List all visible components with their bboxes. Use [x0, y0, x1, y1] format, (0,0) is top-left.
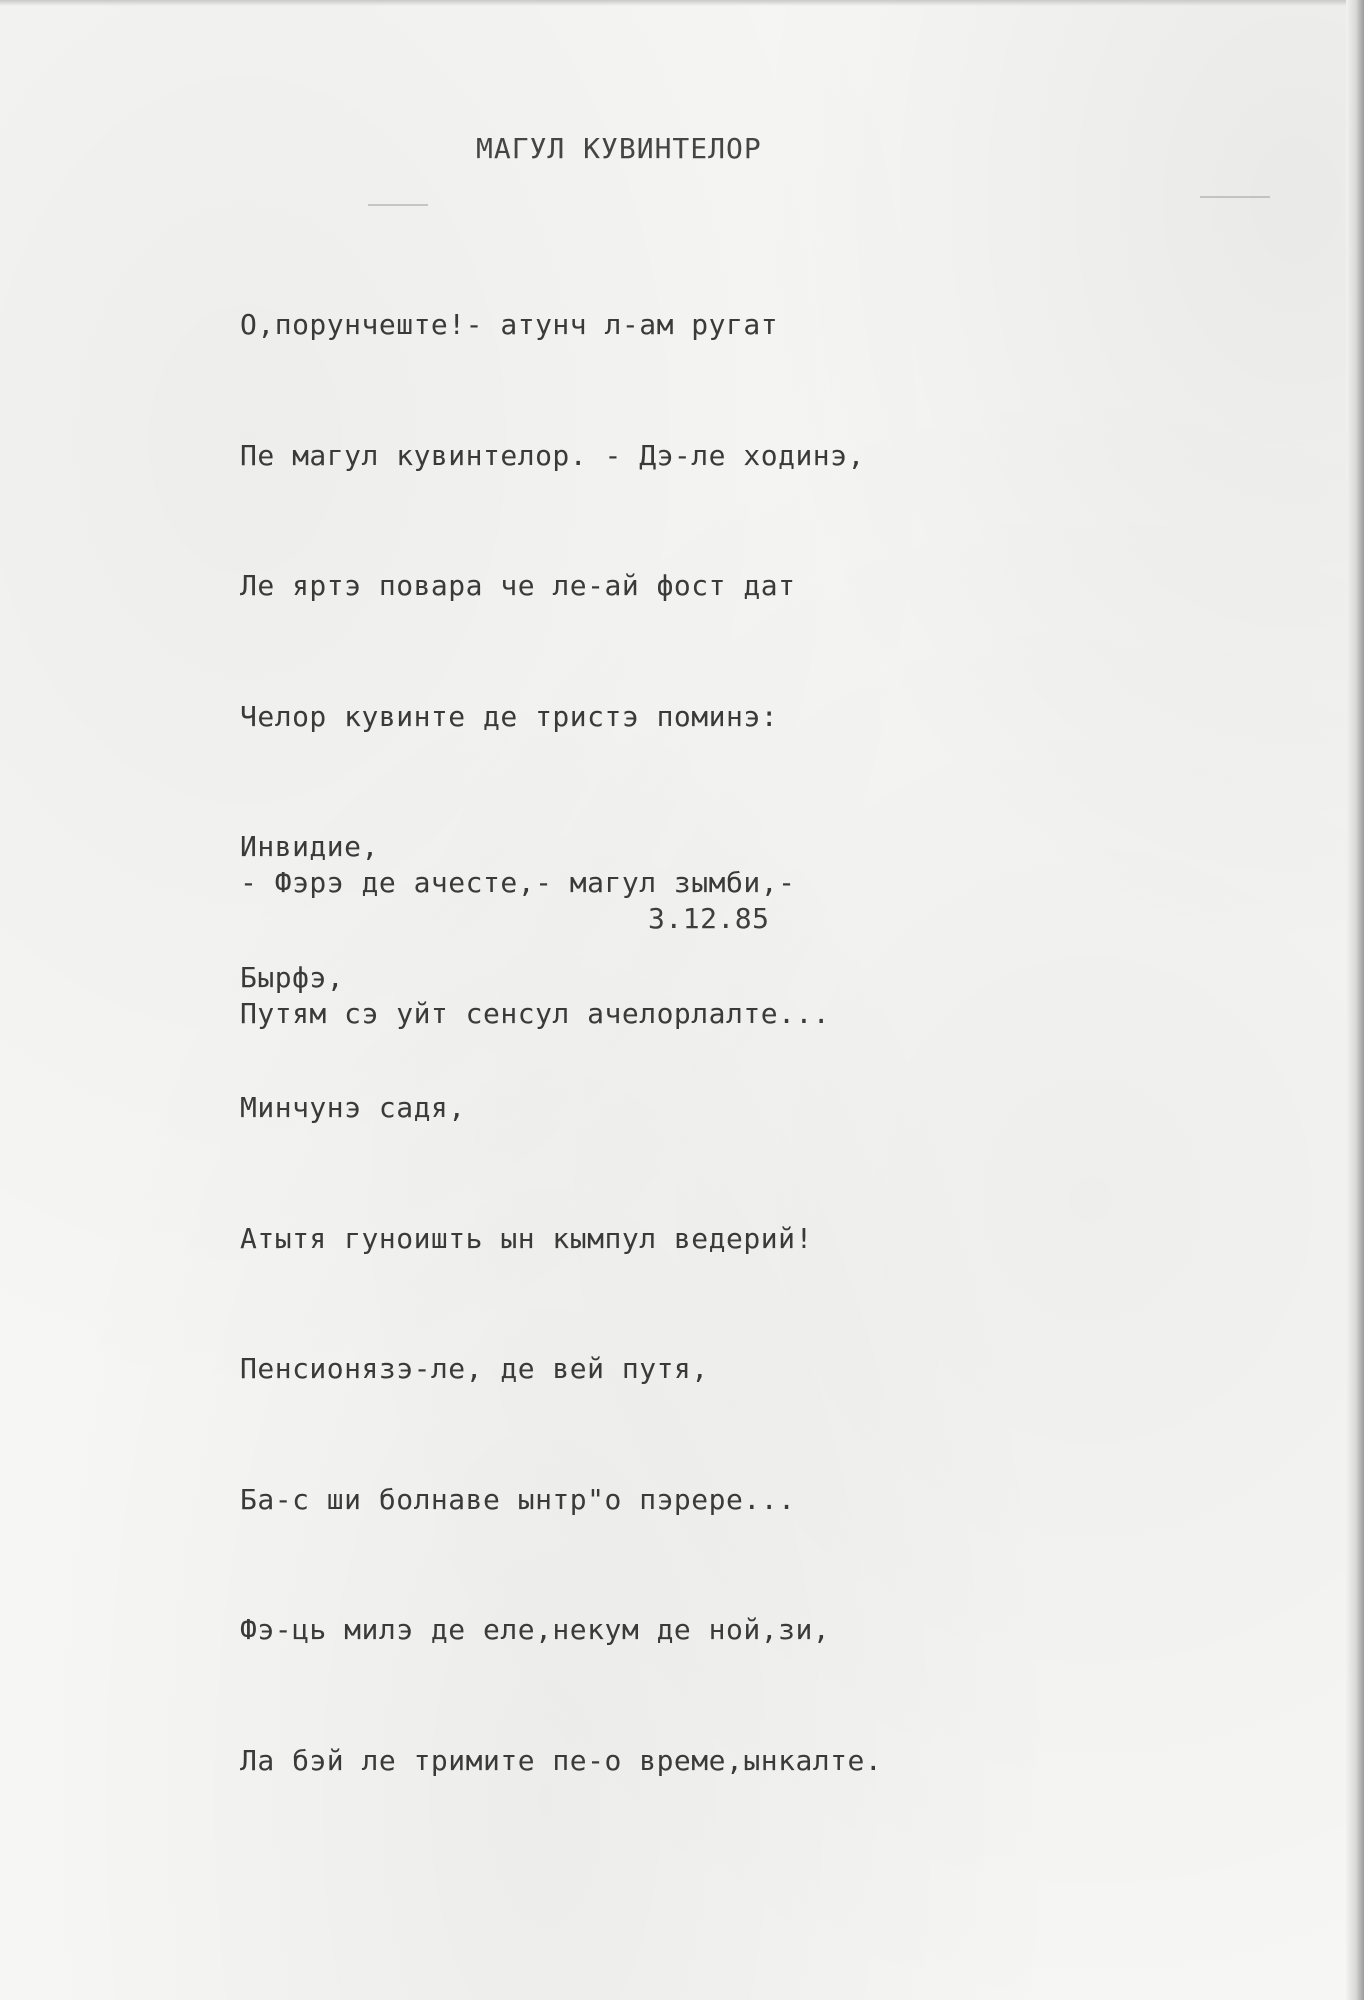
poem-line: Ла бэй ле тримите пе-о време,ынкалте. — [240, 1743, 883, 1777]
poem-line: Бырфэ, — [240, 960, 345, 994]
smudge-mark — [368, 204, 428, 206]
poem-line: Челор кувинте де тристэ поминэ: — [240, 699, 779, 733]
poem-line: Минчунэ садя, — [240, 1091, 466, 1124]
poem-line: Инвидие, — [240, 830, 379, 863]
poem-line: Путям сэ уйт сенсул ачелорлалте... — [240, 996, 831, 1030]
poem-line: Пенсионязэ-ле, де вей путя, — [240, 1352, 709, 1385]
poem-line: Ле яртэ повара че ле-ай фост дат — [240, 569, 796, 602]
poem-line: Атытя гуноишть ын кымпул ведерий! — [240, 1221, 813, 1255]
stanza-2 — [240, 774, 830, 1122]
poem-line: Пе магул кувинтелор. - Дэ-ле ходинэ, — [240, 438, 865, 472]
poem-line: Фэ-ць милэ де еле,некум де ной,зи, — [240, 1613, 831, 1646]
page-right-edge — [1346, 0, 1364, 2000]
poem-line: - Фэрэ де ачесте,- магул зымби,- — [240, 866, 796, 899]
smudge-mark — [1200, 196, 1270, 198]
poem-title: МАГУЛ КУВИНТЕЛОР — [476, 132, 762, 165]
page-top-edge — [0, 0, 1364, 6]
poem-line: О,порунчеште!- атунч л-ам ругат — [240, 308, 779, 341]
poem-line: Ба-с ши болнаве ынтр"о пэрере... — [240, 1482, 796, 1516]
poem-date: 3.12.85 — [648, 902, 770, 935]
